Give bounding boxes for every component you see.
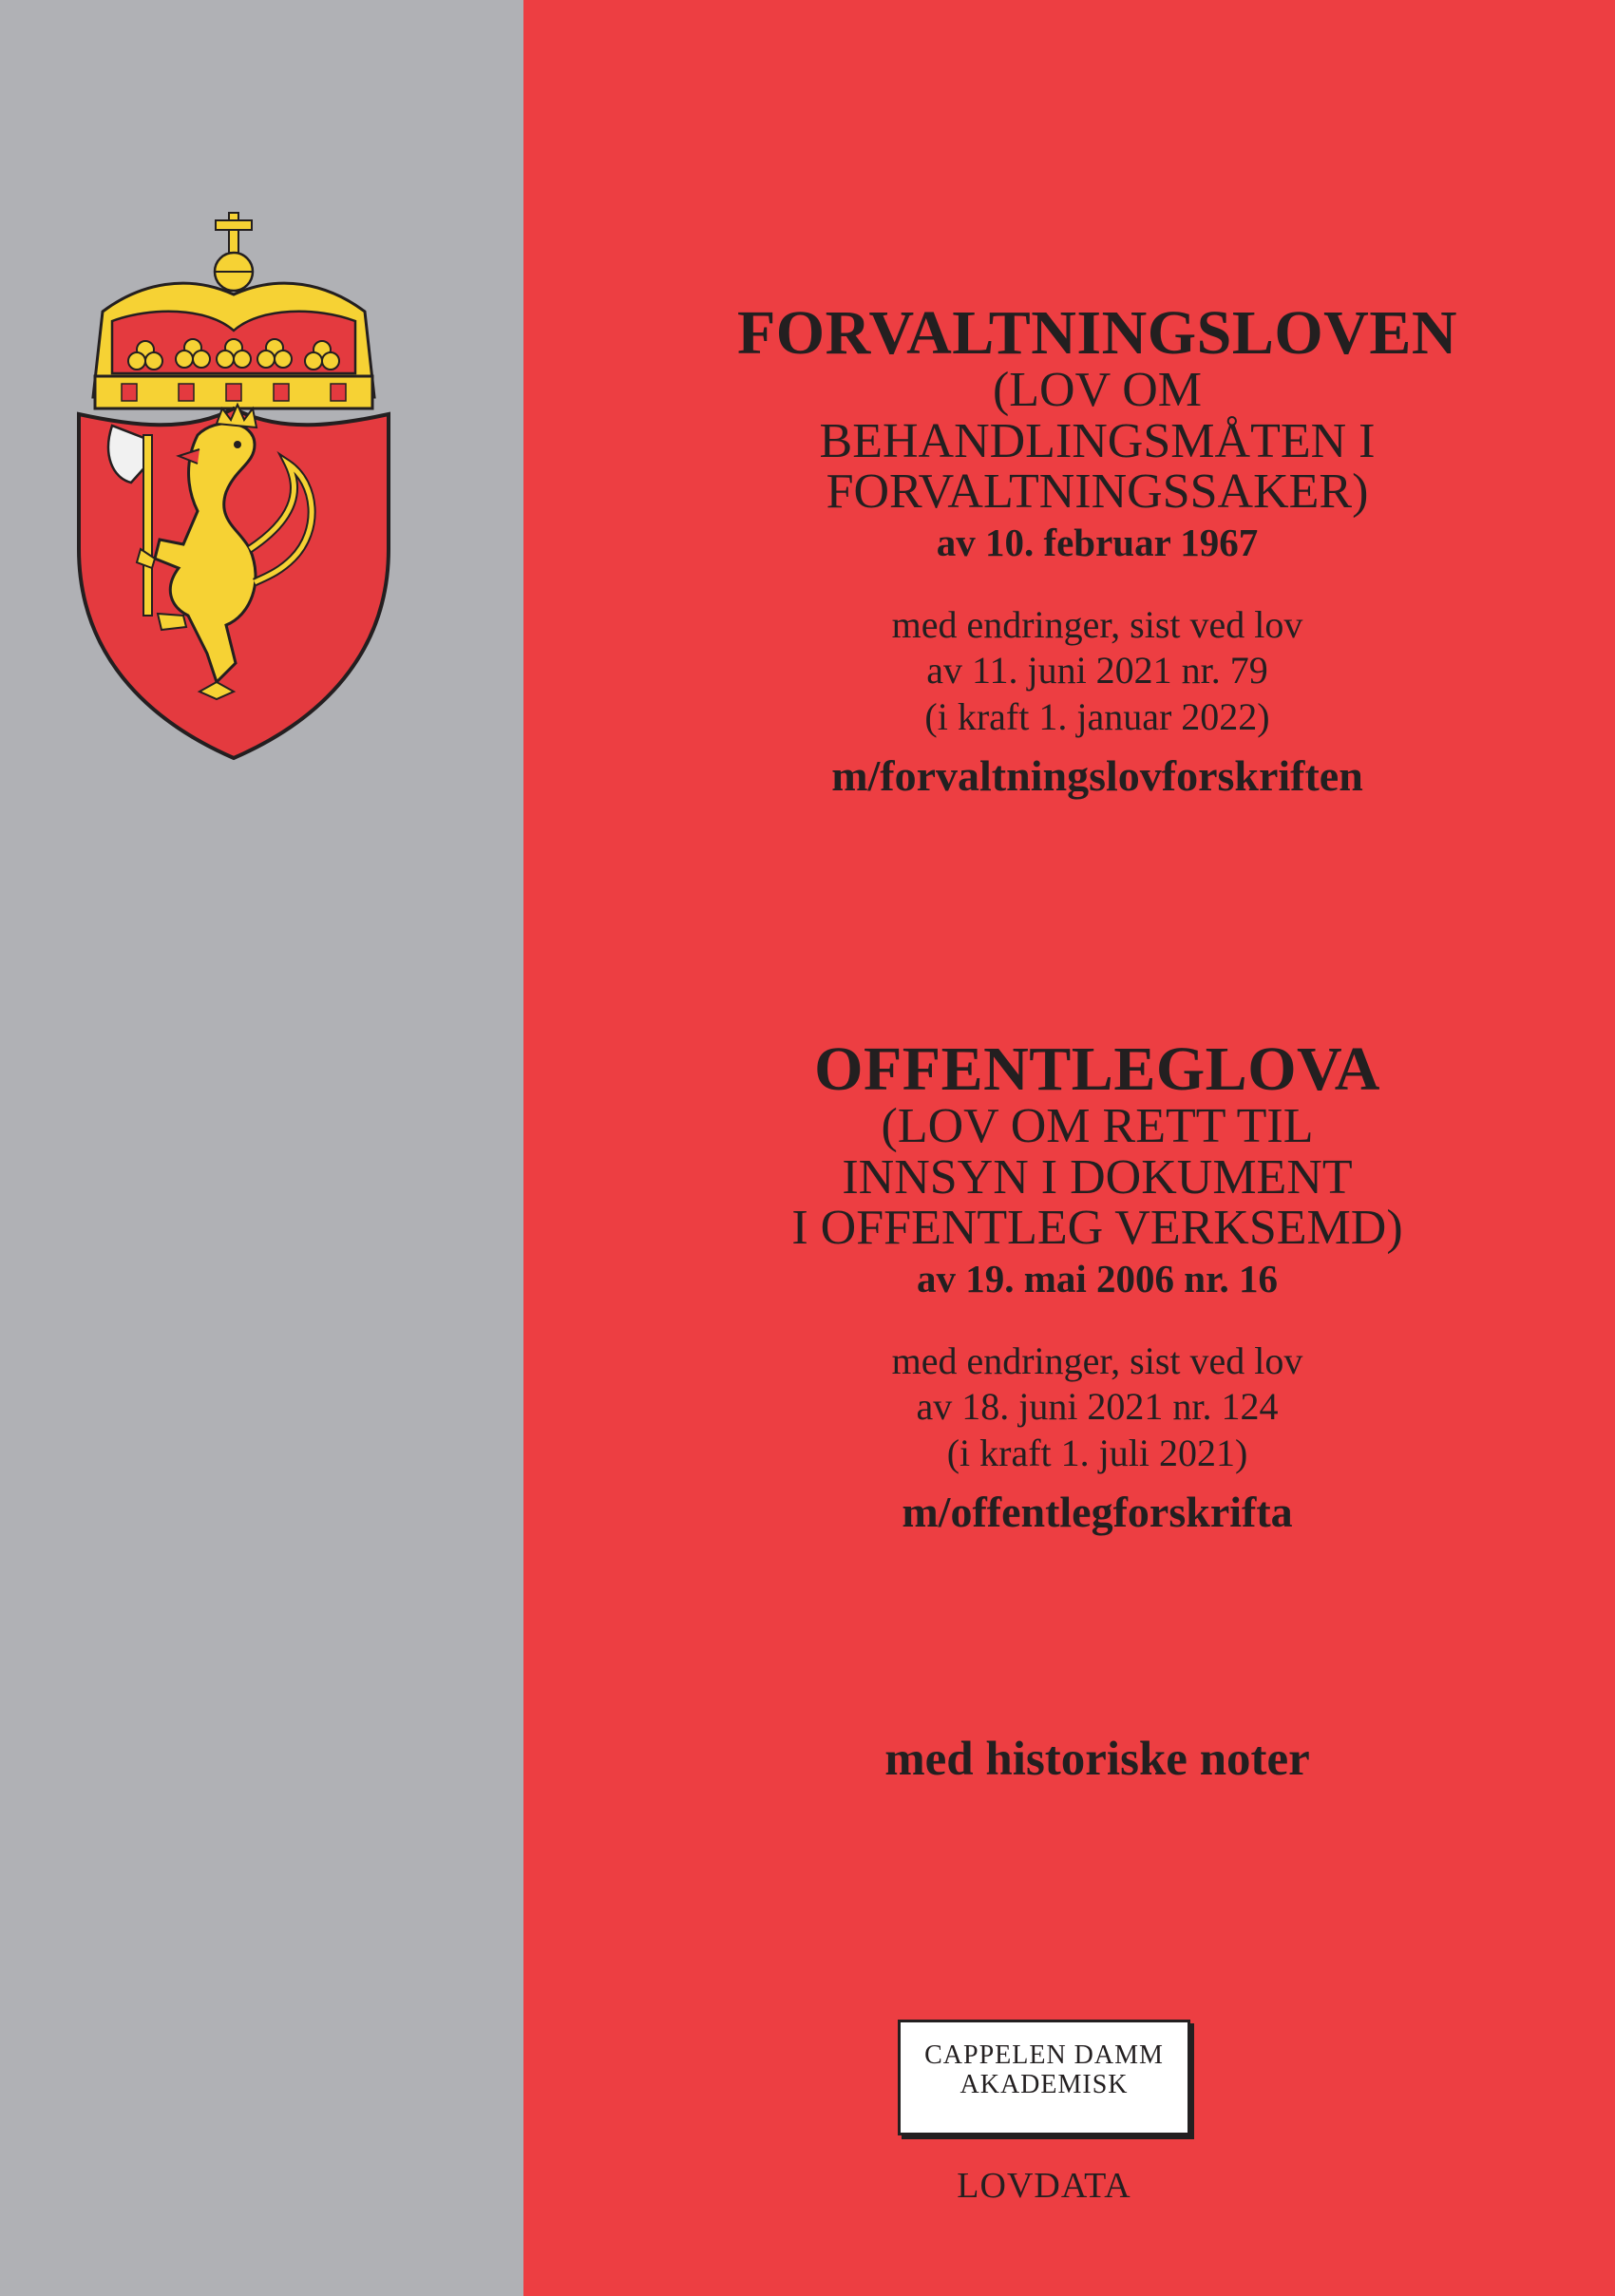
law2-block (684, 1034, 1510, 1538)
law1-amend-line: med endringer, sist ved lov (891, 602, 1303, 646)
publisher-name-line: CAPPELEN DAMM (924, 2040, 1164, 2070)
law1-supplement: m/forvaltningslovforskriften (831, 751, 1363, 800)
law2-subtitle-line: I OFFENTLEG VERKSEMD) (791, 1201, 1403, 1256)
law1-subtitle-line: FORVALTNINGSSAKER) (826, 465, 1369, 520)
law1-title: FORVALTNINGSLOVEN (736, 298, 1458, 368)
law1-amend-line: av 11. juni 2021 nr. 79 (926, 649, 1268, 693)
law2-title: OFFENTLEGLOVA (814, 1034, 1380, 1104)
law2-amend-line: med endringer, sist ved lov (891, 1338, 1303, 1382)
law2-supplement: m/offentlegforskrifta (902, 1488, 1293, 1536)
law1-amend-line: (i kraft 1. januar 2022) (924, 694, 1270, 738)
law2-subtitle-line: (LOV OM RETT TIL (881, 1099, 1314, 1153)
law2-date: av 19. mai 2006 nr. 16 (916, 1256, 1279, 1300)
law2-subtitle-line: INNSYN I DOKUMENT (842, 1149, 1353, 1205)
law1-block (684, 298, 1510, 802)
norwegian-coat-of-arms-icon (74, 207, 393, 763)
publisher-name-line: AKADEMISK (960, 2069, 1129, 2099)
law1-subtitle-line: BEHANDLINGSMÅTEN I (819, 413, 1376, 468)
law2-amend-line: (i kraft 1. juli 2021) (946, 1431, 1248, 1474)
imprint-label: LOVDATA (957, 2166, 1131, 2206)
publisher-logo (898, 2020, 1190, 2135)
law2-amend-line: av 18. juni 2021 nr. 124 (916, 1385, 1279, 1429)
law1-date: av 10. februar 1967 (936, 520, 1259, 564)
historical-notes-label: med historiske noter (884, 1733, 1310, 1786)
law1-subtitle-line: (LOV OM (992, 363, 1203, 417)
